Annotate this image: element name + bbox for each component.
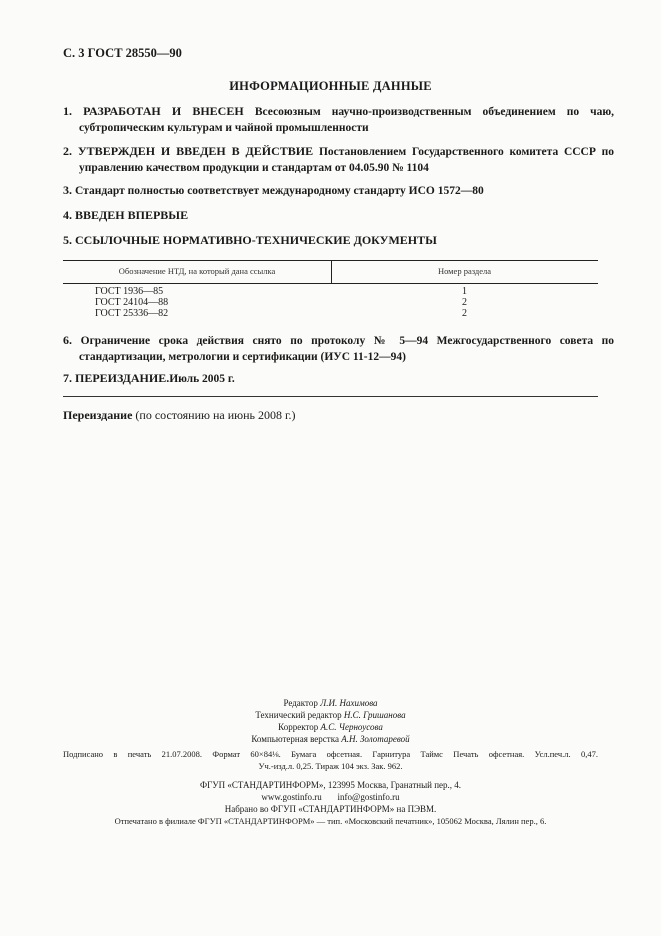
reprint-lead: Переиздание bbox=[63, 408, 133, 422]
print-info-line-2: Уч.-изд.л. 0,25. Тираж 104 экз. Зак. 962. bbox=[258, 761, 403, 771]
credit-line bbox=[0, 733, 661, 745]
info-item-2 bbox=[63, 144, 614, 176]
publisher-line: www.gostinfo.ru info@gostinfo.ru bbox=[261, 792, 400, 802]
credit-role: Технический редактор bbox=[255, 710, 342, 720]
column-header-section: Номер раздела bbox=[437, 266, 492, 276]
item-lead: РАЗРАБОТАН И ВНЕСЕН bbox=[83, 104, 244, 118]
credit-role: Компьютерная верстка bbox=[251, 734, 339, 744]
print-info-line-1: Подписано в печать 21.07.2008. Формат 60×84⅛. Бумага офсетная. Гарнитура Таймс Печать офсетная. Усл.печ.л. 0,47. bbox=[63, 749, 598, 759]
publisher-line: ФГУП «СТАНДАРТИНФОРМ», 123995 Москва, Гранатный пер., 4. bbox=[199, 780, 462, 790]
credit-name: А.С. Черноусова bbox=[320, 722, 383, 732]
publisher-line: Набрано во ФГУП «СТАНДАРТИНФОРМ» на ПЭВМ. bbox=[224, 804, 437, 814]
separator-rule bbox=[63, 396, 598, 397]
credit-line bbox=[0, 721, 661, 733]
item-text: Постановлением Государственного комитета СССР по управлению качеством продукции и стандартам от 04.05.90 № 1104 bbox=[79, 146, 615, 174]
editorial-credits bbox=[0, 697, 661, 745]
publisher-info bbox=[0, 779, 661, 827]
item-text: Ограничение срока действия снято по протоколу № 5—94 Межгосударственного совета по стандартизации, метрологии и сертификации (ИУС 11-12—94) bbox=[79, 335, 615, 363]
item-number: 1. bbox=[63, 104, 72, 118]
info-item-5 bbox=[63, 233, 598, 248]
section-title: ИНФОРМАЦИОННЫЕ ДАННЫЕ bbox=[229, 79, 432, 93]
reprint-text: (по состоянию на июнь 2008 г.) bbox=[135, 408, 296, 422]
table-cell-document: ГОСТ 1936—85 bbox=[95, 286, 164, 297]
item-text: Всесоюзным научно-производственным объединением по чаю, субтропическим культурам и чайной промышленности bbox=[79, 106, 615, 134]
item-lead: ССЫЛОЧНЫЕ НОРМАТИВНО-ТЕХНИЧЕСКИЕ ДОКУМЕНТЫ bbox=[75, 233, 437, 247]
item-lead: ПЕРЕИЗДАНИЕ. bbox=[75, 371, 170, 385]
credit-role: Редактор bbox=[283, 698, 318, 708]
reprint-note bbox=[63, 408, 296, 423]
item-lead: УТВЕРЖДЕН И ВВЕДЕН В ДЕЙСТВИЕ bbox=[77, 144, 314, 158]
item-lead: ВВЕДЕН ВПЕРВЫЕ bbox=[75, 208, 189, 222]
item-number: 7. bbox=[63, 371, 72, 385]
info-item-3 bbox=[63, 183, 598, 199]
table-cell-section: 2 bbox=[462, 308, 467, 319]
item-number: 3. bbox=[63, 183, 72, 197]
credit-role: Корректор bbox=[278, 722, 319, 732]
item-number: 5. bbox=[63, 233, 72, 247]
item-number: 6. bbox=[63, 333, 72, 347]
info-item-1 bbox=[63, 104, 614, 136]
table-cell-document: ГОСТ 24104—88 bbox=[95, 297, 169, 308]
item-number: 2. bbox=[63, 144, 72, 158]
credit-line bbox=[0, 709, 661, 721]
page-header: С. 3 ГОСТ 28550—90 bbox=[63, 46, 182, 60]
info-item-7 bbox=[63, 371, 598, 387]
item-text: Стандарт полностью соответствует международному стандарту ИСО 1572—80 bbox=[75, 185, 484, 197]
credit-line bbox=[0, 697, 661, 709]
info-item-4 bbox=[63, 208, 598, 223]
column-header-document: Обозначение НТД, на который дана ссылка bbox=[118, 266, 276, 276]
publisher-line: Отпечатано в филиале ФГУП «СТАНДАРТИНФОРМ» — тип. «Московский печатник», 105062 Москва, Лялин пер., 6. bbox=[114, 816, 547, 826]
table-cell-document: ГОСТ 25336—82 bbox=[95, 308, 169, 319]
credit-name: А.Н. Золотаревой bbox=[341, 734, 410, 744]
info-item-6 bbox=[63, 333, 614, 365]
table-cell-section: 2 bbox=[462, 297, 467, 308]
item-number: 4. bbox=[63, 208, 72, 222]
table-header-rule bbox=[63, 283, 598, 284]
table-cell-section: 1 bbox=[462, 286, 467, 297]
credit-name: Л.И. Нахимова bbox=[320, 698, 378, 708]
credit-name: Н.С. Гришанова bbox=[343, 710, 406, 720]
item-text: Июль 2005 г. bbox=[169, 373, 235, 385]
